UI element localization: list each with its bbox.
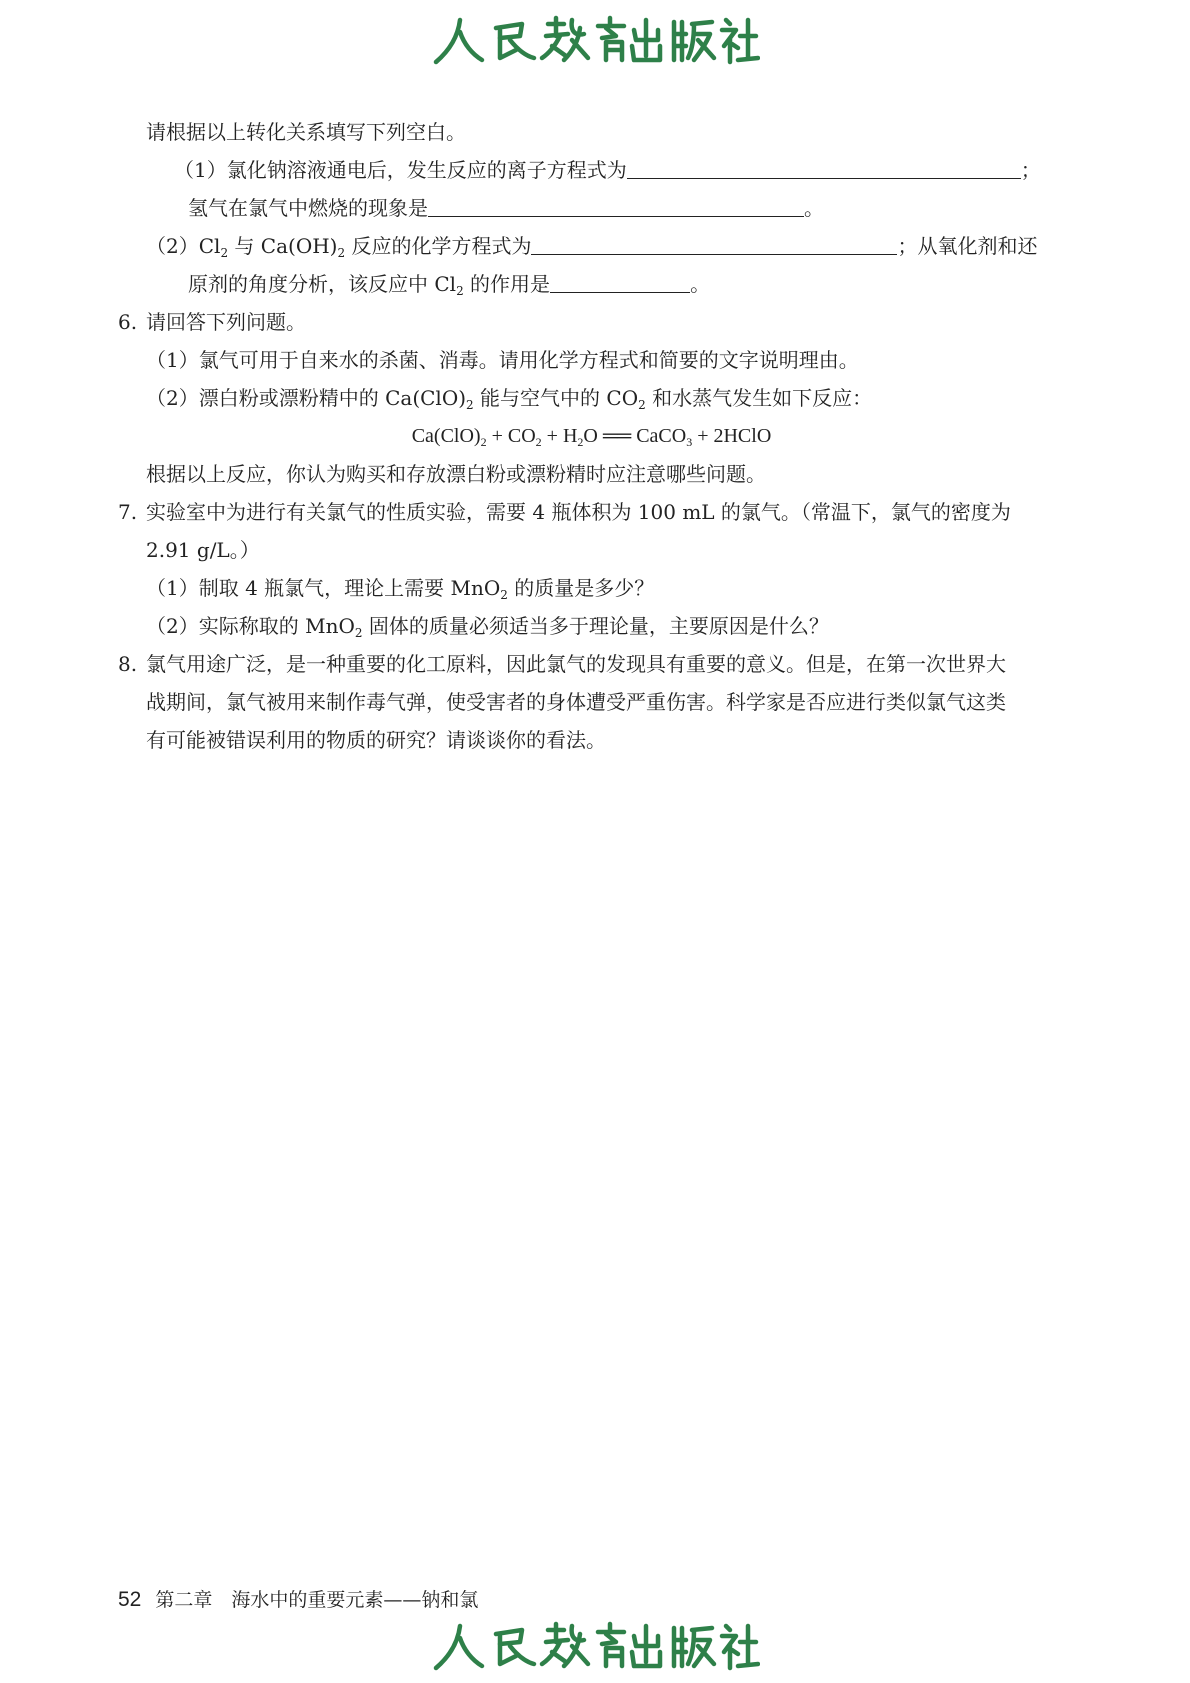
question-6-title: 6. 请回答下列问题。 xyxy=(118,310,306,334)
question-8-line-1: 8. 氯气用途广泛，是一种重要的化工原料，因此氯气的发现具有重要的意义。但是，在第一次世界大 xyxy=(118,652,1006,676)
question-5-part-2: $(2)Cl_2$ 与 $Ca(OH)_2$ 反应的化学方程式为 ；从氧化剂和还 xyxy=(146,234,1038,260)
question-8-line-3: 有可能被错误利用的物质的研究？请谈谈你的看法。 xyxy=(146,728,606,752)
question-6-follow-up: 根据以上反应，你认为购买和存放漂白粉或漂粉精时应注意哪些问题。 xyxy=(146,462,766,486)
chapter-title: 第二章 海水中的重要元素——钠和氯 xyxy=(155,1589,479,1611)
question-7-part-1: （1）制取 4 瓶氯气，理论上需要 MnO$_2$ 的质量是多少？ xyxy=(146,576,655,602)
answer-blank[interactable] xyxy=(531,232,897,255)
question-7-part-2: （2）实际称取的 MnO$_2$ 固体的质量必须适当多于理论量，主要原因是什么？ xyxy=(146,614,829,640)
publisher-logo-bottom xyxy=(430,1612,760,1676)
question-5-part-2-line-2: 原剂的角度分析，该反应中 $Cl_2$ 的作用是 。 xyxy=(188,272,711,298)
exercise-content xyxy=(118,113,1065,759)
question-5-intro: 请根据以上转化关系填写下列空白。 xyxy=(146,120,466,144)
question-5-part-1-line-2: 氢气在氯气中燃烧的现象是 。 xyxy=(188,196,824,220)
question-6-part-1: （1）氯气可用于自来水的杀菌、消毒。请用化学方程式和简要的文字说明理由。 xyxy=(146,348,859,372)
answer-blank[interactable] xyxy=(550,270,690,293)
publisher-logo-top xyxy=(430,6,760,70)
answer-blank[interactable] xyxy=(627,156,1021,179)
page-footer xyxy=(118,1585,478,1612)
question-8-line-2: 战期间，氯气被用来制作毒气弹，使受害者的身体遭受严重伤害。科学家是否应进行类似氯气这类 xyxy=(146,690,1006,714)
question-5-part-1: （1）氯化钠溶液通电后，发生反应的离子方程式为 ； xyxy=(174,158,1041,182)
question-7-line-1: 7. 实验室中为进行有关氯气的性质实验，需要 4 瓶体积为 100 mL 的氯气。（常温下，氯气的密度为 xyxy=(118,500,1011,524)
answer-blank[interactable] xyxy=(428,194,804,217)
question-6-part-2: （2）漂白粉或漂粉精中的 $Ca(ClO)_2$ 能与空气中的 $CO_2$ 和水蒸气发生如下反应： xyxy=(146,386,873,412)
chemical-equation: $Ca(ClO)_2 + CO_2 + H_2O$ ══ CaCO$_3$ + 2HClO xyxy=(411,425,772,449)
question-7-line-2: 2.91 g/L。） xyxy=(146,538,260,562)
page-number: 52 xyxy=(118,1588,142,1611)
